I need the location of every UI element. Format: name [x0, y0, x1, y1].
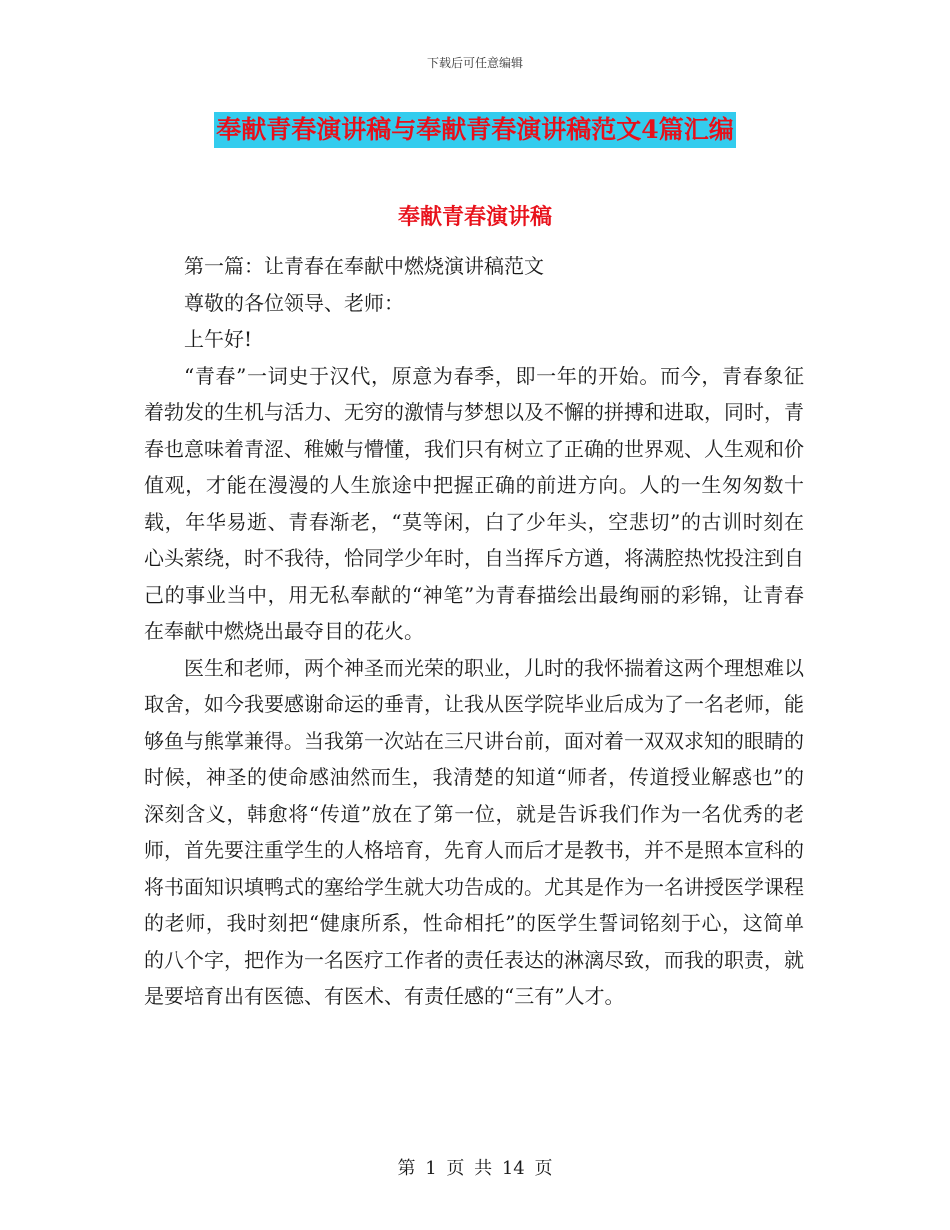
paragraph-body-2: 医生和老师，两个神圣而光荣的职业，儿时的我怀揣着这两个理想难以取舍，如今我要感谢命运的垂青，让我从医学院毕业后成为了一名老师，能够鱼与熊掌兼得。当我第一次站在三尺讲台前，面对着一双双求知的眼睛的时候，神圣的使命感油然而生，我清楚的知道“师者，传道授业解惑也”的深刻含义，韩愈将“传道”放在了第一位，就是告诉我们作为一名优秀的老师，首先要注重学生的人格培育，先育人而后才是教书，并不是照本宣科的将书面知识填鸭式的塞给学生就大功告成的。尤其是作为一名讲授医学课程的老师，我时刻把“健康所系，性命相托”的医学生誓词铭刻于心，这简单的八个字，把作为一名医疗工作者的责任表达的淋漓尽致，而我的职责，就是要培育出有医德、有医术、有责任感的“三有”人才。 — [144, 655, 804, 1008]
body-text — [144, 248, 804, 1015]
paragraph-greeting: 上午好! — [184, 327, 253, 351]
main-title: 奉献青春演讲稿与奉献青春演讲稿范文4篇汇编 — [214, 112, 735, 148]
header-note: 下载后可任意编辑 — [426, 56, 523, 70]
paragraph-chapter-heading: 第一篇：让青春在奉献中燃烧演讲稿范文 — [184, 254, 544, 278]
section-title: 奉献青春演讲稿 — [397, 204, 552, 230]
paragraph-body-1: “青春”一词史于汉代，原意为春季，即一年的开始。而今，青春象征着勃发的生机与活力、无穷的激情与梦想以及不懈的拼搏和进取，同时，青春也意味着青涩、稚嫩与懵懂，我们只有树立了正确的世界观、人生观和价值观，才能在漫漫的人生旅途中把握正确的前进方向。人的一生匆匆数十载，年华易逝、青春渐老，“莫等闲，白了少年头，空悲切”的古训时刻在心头萦绕，时不我待，恰同学少年时，自当挥斥方遒，将满腔热忱投注到自己的事业当中，用无私奉献的“神笔”为青春描绘出最绚丽的彩锦，让青春在奉献中燃烧出最夺目的花火。 — [144, 363, 804, 643]
main-title-wrap — [0, 112, 950, 148]
page-footer: 第 1 页 共 14 页 — [397, 1158, 553, 1179]
paragraph-salutation: 尊敬的各位领导、老师： — [184, 290, 404, 315]
